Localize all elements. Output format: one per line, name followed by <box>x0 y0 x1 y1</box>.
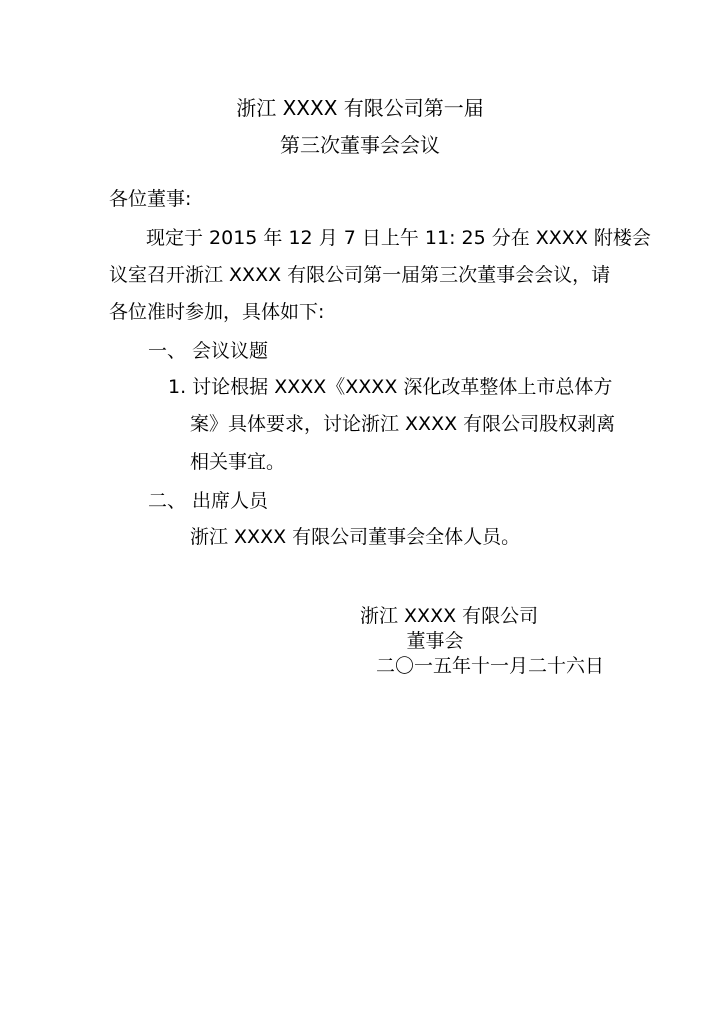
section-heading-agenda: 一、 会议议题 <box>148 340 269 362</box>
attendees-body: 浙江 XXXX 有限公司董事会全体人员。 <box>190 526 521 548</box>
agenda-item-line-3: 相关事宜。 <box>190 451 286 473</box>
signature-date: 二〇一五年十一月二十六日 <box>375 655 604 677</box>
title-line-2: 第三次董事会会议 <box>280 133 440 157</box>
agenda-item-line-1: 1. 讨论根据 XXXX《XXXX 深化改革整体上市总体方 <box>168 376 613 398</box>
agenda-item-line-2: 案》具体要求，讨论浙江 XXXX 有限公司股权剥离 <box>190 413 616 435</box>
intro-line-2: 议室召开浙江 XXXX 有限公司第一届第三次董事会会议，请 <box>109 264 611 286</box>
intro-line-1: 现定于 2015 年 12 月 7 日上午 11: 25 分在 XXXX 附楼会 <box>146 227 651 249</box>
section-heading-attendees: 二、 出席人员 <box>148 490 269 512</box>
title-line-1: 浙江 XXXX 有限公司第一届 <box>236 96 484 120</box>
signature-board: 董事会 <box>406 630 464 652</box>
salutation: 各位董事: <box>109 188 192 210</box>
signature-company: 浙江 XXXX 有限公司 <box>360 605 539 627</box>
intro-line-3: 各位准时参加，具体如下: <box>109 301 325 323</box>
